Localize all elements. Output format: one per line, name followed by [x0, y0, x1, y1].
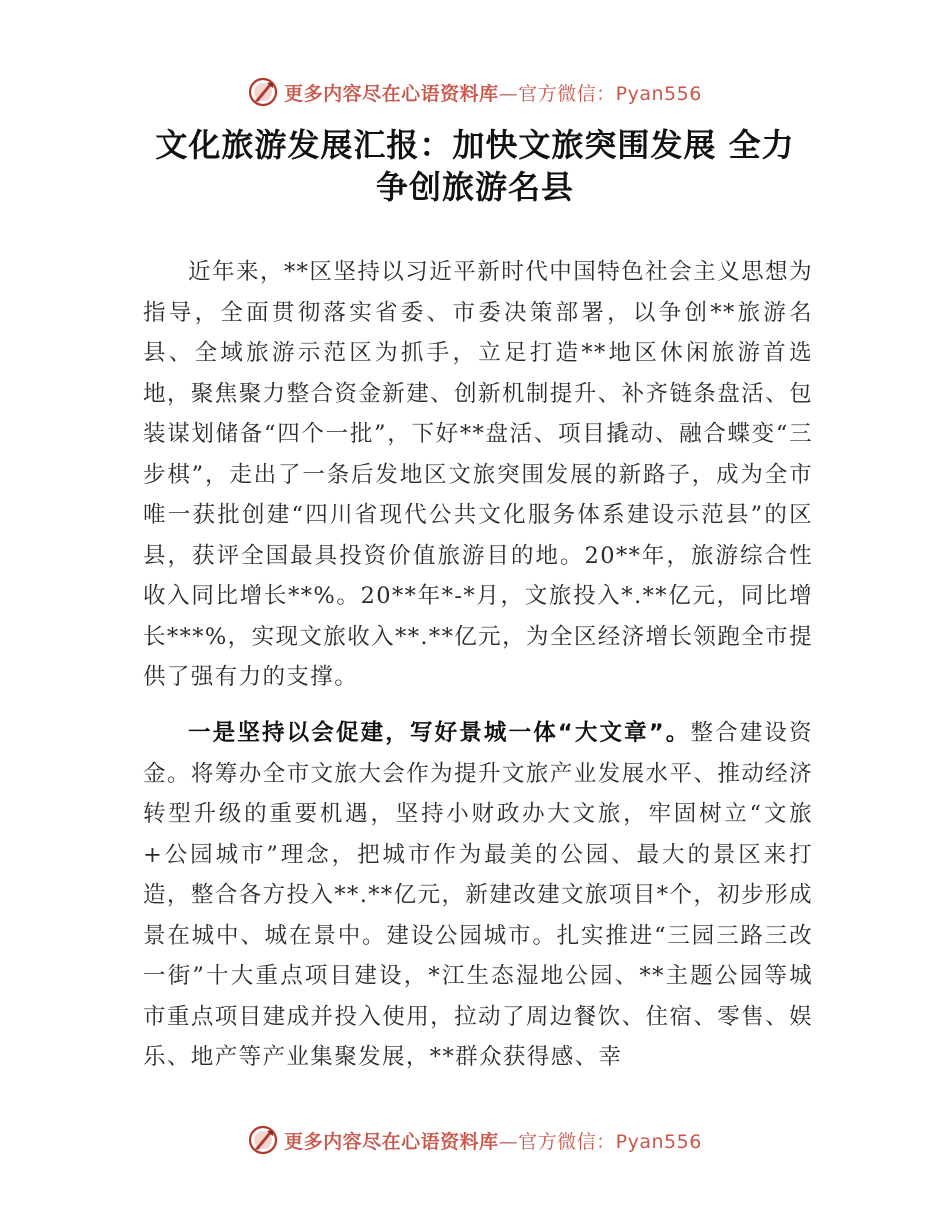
page-title: [120, 124, 830, 208]
banner-wechat: 官方微信：Pyan556: [518, 1130, 702, 1153]
quill-pen-circle-logo-icon: [248, 77, 278, 107]
banner-slogan: 更多内容尽在心语资料库: [284, 82, 499, 105]
title-line-1: 文化旅游发展汇报：加快文旅突围发展 全力: [155, 126, 795, 164]
banner-slogan: 更多内容尽在心语资料库: [284, 1130, 499, 1153]
footer-banner: [0, 1120, 950, 1160]
paragraph-body: 整合建设资金。将筹办全市文旅大会作为提升文旅产业发展水平、推动经济转型升级的重要机遇，坚持小财政办大文旅，牢固树立“文旅+公园城市”理念，把城市作为最美的公园、最大的景区来打造，整合各方投入**.**亿元，新建改建文旅项目*个，初步形成景在城中、城在景中。建设公园城市。扎实推进“三园三路三改一街”十大重点项目建设，*江生态湿地公园、**主题公园等城市重点项目建成并投入使用，拉动了周边餐饮、住宿、零售、娱乐、地产等产业集聚发展，**群众获得感、幸: [143, 720, 813, 1070]
paragraph-text: [143, 713, 813, 1078]
quill-pen-circle-logo-icon: [248, 1125, 278, 1155]
banner-text: [284, 79, 702, 106]
banner-separator: —: [498, 1130, 519, 1153]
body-paragraph-2: [143, 713, 813, 1078]
banner-wechat: 官方微信：Pyan556: [518, 82, 702, 105]
banner-text: [284, 1127, 702, 1154]
body-paragraph-1: [143, 252, 813, 698]
title-line-2: 争创旅游名县: [375, 168, 574, 206]
paragraph-text: 近年来，**区坚持以习近平新时代中国特色社会主义思想为指导，全面贯彻落实省委、市委决策部署，以争创**旅游名县、全域旅游示范区为抓手，立足打造**地区休闲旅游首选地，聚焦聚力整合资金新建、创新机制提升、补齐链条盘活、包装谋划储备“四个一批”，下好**盘活、项目撬动、融合蝶变“三步棋”，走出了一条后发地区文旅突围发展的新路子，成为全市唯一获批创建“四川省现代公共文化服务体系建设示范县”的区县，获评全国最具投资价值旅游目的地。20**年，旅游综合性收入同比增长**%。20**年*-*月，文旅投入*.**亿元，同比增长***%，实现文旅收入**.**亿元，为全区经济增长领跑全市提供了强有力的支撑。: [143, 259, 813, 690]
paragraph-lead-heading: 一是坚持以会促建，写好景城一体“大文章”。: [188, 720, 691, 746]
header-banner: [0, 72, 950, 112]
banner-separator: —: [498, 82, 519, 105]
